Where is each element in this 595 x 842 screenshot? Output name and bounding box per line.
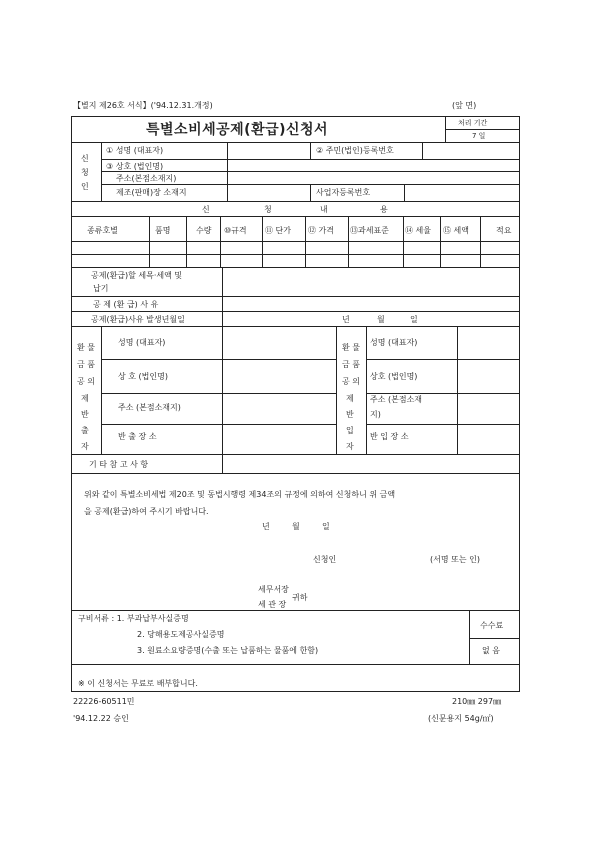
details-header-3: 내 xyxy=(320,205,328,214)
import-side-2: 금 품 xyxy=(342,360,360,369)
import-side-3: 공 의 xyxy=(342,377,360,386)
import-side-4: 제 xyxy=(346,394,354,403)
col-item: 품명 xyxy=(155,226,171,235)
col-tax-amount: ⑮ 세액 xyxy=(443,226,469,235)
sign-or-seal: (서명 또는 인) xyxy=(430,555,480,564)
paper-type: (신문용지 54g/㎡) xyxy=(428,714,494,723)
reg-number-label: ② 주민(법인)등록번호 xyxy=(316,146,394,155)
export-side-4: 제 xyxy=(81,394,89,403)
paper-size: 210㎜ 297㎜ xyxy=(452,697,502,706)
approval-date: '94.12.22 승인 xyxy=(73,714,129,723)
import-trade-label: 상호 (법인명) xyxy=(370,372,418,381)
documents-label: 구비서류 : 1. 부과납부사실증명 xyxy=(78,614,189,623)
col-spec: ⑩규격 xyxy=(224,226,247,235)
misc-label: 기 타 참 고 사 항 xyxy=(89,460,149,469)
col-qty: 수량 xyxy=(196,226,212,235)
export-side-5: 반 xyxy=(81,410,89,419)
fee-value: 없 음 xyxy=(482,646,500,655)
reason-label: 공 제 (환 급) 사 유 xyxy=(93,300,159,309)
processing-label: 처리 기간 xyxy=(458,119,488,127)
col-tax-rate: ⑭ 세율 xyxy=(405,226,431,235)
import-address-label-2: 지) xyxy=(370,410,381,419)
recipient-2: 세 관 장 xyxy=(258,600,287,609)
details-header-4: 용 xyxy=(380,205,388,214)
factory-label: 제조(판매)장 소재지 xyxy=(116,188,187,197)
import-address-label-1: 주소 (본점소재 xyxy=(370,395,423,404)
form-number: 【별지 제26호 서식】('94.12.31.개정) xyxy=(73,101,213,110)
form-title: 특별소비세공제(환급)신청서 xyxy=(146,122,329,138)
date-month: 월 xyxy=(377,315,385,324)
applicant-sign-label: 신청인 xyxy=(313,555,337,564)
details-header-1: 신 xyxy=(202,205,210,214)
statement-year: 년 xyxy=(262,522,270,531)
statement-month: 월 xyxy=(292,522,300,531)
export-name-label: 성명 (대표자) xyxy=(118,338,166,347)
recipient-to: 귀하 xyxy=(292,593,308,602)
statement-line-2: 을 공제(환급)하여 주시기 바랍니다. xyxy=(84,507,209,516)
applicant-side-3: 인 xyxy=(81,182,89,191)
tax-item-label-1: 공제(환급)할 세목·세액 및 xyxy=(91,271,183,280)
col-remarks: 적요 xyxy=(496,226,512,235)
date-day: 일 xyxy=(410,315,418,324)
date-year: 년 xyxy=(342,315,350,324)
free-note: ※ 이 신청서는 무료로 배부합니다. xyxy=(78,679,198,688)
export-side-6: 출 xyxy=(81,426,89,435)
statement-line-1: 위와 같이 특별소비세법 제20조 및 동법시행령 제34조의 규정에 의하여 신청하니 위 금액 xyxy=(84,490,396,499)
statement-day: 일 xyxy=(322,522,330,531)
trade-name-label: ③ 상호 (법인명) xyxy=(106,162,164,171)
col-unit-price: ⑪ 단가 xyxy=(265,226,291,235)
col-price: ⑫ 가격 xyxy=(308,226,334,235)
export-side-2: 금 품 xyxy=(77,360,95,369)
applicant-name-label: ① 성명 (대표자) xyxy=(106,146,164,155)
address-label: 주소(본점소재지) xyxy=(116,174,177,183)
col-tax-base: ⑬과세표준 xyxy=(350,226,389,235)
import-side-1: 환 물 xyxy=(342,343,360,352)
export-side-7: 자 xyxy=(81,442,89,451)
import-place-label: 반 입 장 소 xyxy=(370,432,409,441)
import-side-6: 입 xyxy=(346,426,354,435)
import-side-5: 반 xyxy=(346,410,354,419)
export-side-3: 공 의 xyxy=(77,377,95,386)
export-place-label: 반 출 장 소 xyxy=(118,432,157,441)
export-side-1: 환 물 xyxy=(77,343,95,352)
applicant-side-1: 신 xyxy=(81,154,89,163)
applicant-side-2: 청 xyxy=(81,168,89,177)
export-trade-label: 상 호 (법인명) xyxy=(118,372,168,381)
details-header-2: 청 xyxy=(264,205,272,214)
biz-number-label: 사업자등록번호 xyxy=(316,188,371,197)
date-label: 공제(환급)사유 발생년월일 xyxy=(91,315,185,324)
form-code: 22226-60511민 xyxy=(73,697,135,706)
import-name-label: 성명 (대표자) xyxy=(370,338,418,347)
import-side-7: 자 xyxy=(346,442,354,451)
export-address-label: 주소 (본점소재지) xyxy=(118,403,181,412)
col-type: 종류호별 xyxy=(87,226,118,235)
tax-item-label-2: 납기 xyxy=(93,284,109,293)
documents-item-3: 3. 원료소요량증명(수출 또는 납품하는 물품에 한함) xyxy=(137,646,319,655)
recipient-1: 세무서장 xyxy=(258,585,289,594)
processing-value: 7 일 xyxy=(472,132,486,140)
fee-label: 수수료 xyxy=(480,621,504,630)
documents-item-2: 2. 당해용도제공사실증명 xyxy=(137,630,225,639)
page-side: (앞 면) xyxy=(452,101,477,110)
